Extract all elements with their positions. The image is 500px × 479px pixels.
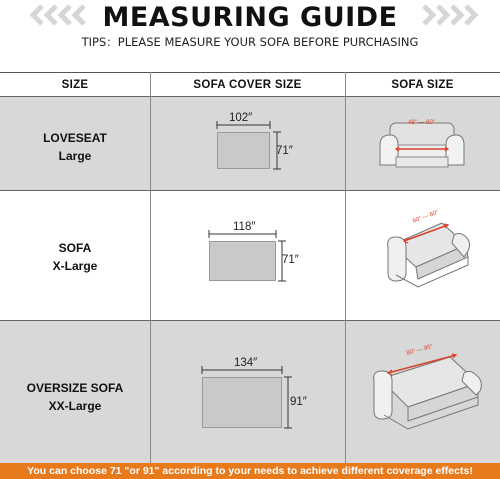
size-name: SOFA [58, 241, 92, 255]
size-grade: X-Large [52, 259, 98, 273]
cover-height-label: 71″ [276, 145, 293, 157]
column-header-sofa-size: SOFA SIZE [391, 79, 454, 91]
column-header-cover-size: SOFA COVER SIZE [193, 79, 302, 91]
size-grade: Large [58, 149, 92, 163]
oversize-sofa-icon [370, 349, 485, 445]
column-divider [150, 72, 151, 463]
size-grade: XX-Large [48, 399, 102, 413]
cover-width-label: 102″ [229, 112, 253, 124]
cover-height-label: 71″ [282, 254, 299, 266]
sofa-range-label: 80″ — 95″ [406, 344, 434, 357]
sofa-range-label: 48″ — 60″ [408, 120, 435, 126]
size-name: LOVESEAT [43, 131, 107, 145]
size-table [0, 72, 500, 463]
tips-text: TIPS：PLEASE MEASURE YOUR SOFA BEFORE PURCHASING [81, 35, 419, 49]
table-row-sofa [0, 190, 500, 320]
cover-width-label: 118″ [233, 221, 256, 233]
size-name: OVERSIZE SOFA [26, 381, 124, 395]
cover-shape [217, 132, 270, 169]
cover-width-label: 134″ [234, 357, 258, 369]
page-title: MEASURING GUIDE [102, 2, 398, 33]
table-header-row [0, 72, 500, 96]
column-divider [345, 72, 346, 463]
cover-height-label: 91″ [290, 396, 307, 408]
table-row-oversize-sofa [0, 320, 500, 463]
column-header-size: SIZE [61, 79, 89, 91]
sofa-range-label: 60″ — 80″ [412, 209, 440, 225]
cover-shape [209, 241, 276, 281]
cover-shape [202, 377, 282, 428]
table-row-loveseat [0, 96, 500, 190]
coverage-note-banner: You can choose 71 "or 91" according to your needs to achieve different coverage effects! [0, 463, 500, 479]
header [0, 0, 500, 72]
sofa-icon [384, 217, 474, 293]
